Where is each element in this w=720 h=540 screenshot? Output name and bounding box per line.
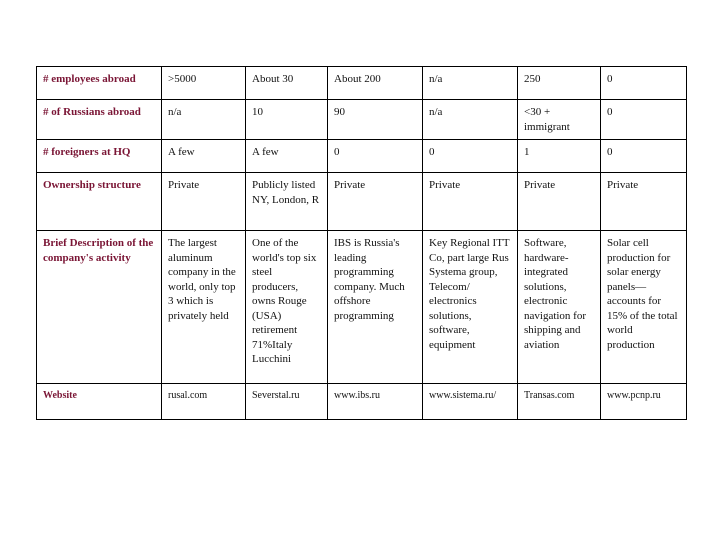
row-label: Website [37,384,162,420]
table-cell: One of the world's top six steel producers, owns Rouge (USA) retirement 71%Italy Lucchini [246,231,328,384]
company-comparison-table [36,66,687,420]
table-cell: <30 + immigrant [518,100,601,140]
table-cell: >5000 [162,67,246,100]
table-cell: 0 [601,140,687,173]
table-cell: Private [518,173,601,231]
table-cell: 90 [328,100,423,140]
table-row-ownership [37,173,687,231]
website-link[interactable]: rusal.com [162,384,246,420]
row-label: # foreigners at HQ [37,140,162,173]
row-label: # of Russians abroad [37,100,162,140]
table-cell: Software, hardware-integrated solutions, electronic navigation for shipping and aviation [518,231,601,384]
table-row-employees-abroad [37,67,687,100]
row-label: # employees abroad [37,67,162,100]
table-cell: 250 [518,67,601,100]
table-cell: 0 [601,67,687,100]
table-row-russians-abroad [37,100,687,140]
table-cell: n/a [423,67,518,100]
website-link[interactable]: Severstal.ru [246,384,328,420]
table-cell: n/a [162,100,246,140]
table-cell: 1 [518,140,601,173]
table-cell: Key Regional ITT Co, part large Rus Systema group, Telecom/ electronics solutions, software, equipment [423,231,518,384]
table-cell: 0 [328,140,423,173]
table-cell: Publicly listed NY, London, R [246,173,328,231]
row-label: Brief Description of the company's activity [37,231,162,384]
table-cell: The largest aluminum company in the world, only top 3 which is privately held [162,231,246,384]
website-link[interactable]: www.ibs.ru [328,384,423,420]
table-cell: A few [162,140,246,173]
table-cell: Private [328,173,423,231]
table-row-website [37,384,687,420]
table-row-foreigners-hq [37,140,687,173]
table-cell: 10 [246,100,328,140]
table-cell: A few [246,140,328,173]
table-cell: n/a [423,100,518,140]
table-cell: 0 [601,100,687,140]
table-cell: About 30 [246,67,328,100]
website-link[interactable]: www.sistema.ru/ [423,384,518,420]
table-cell: Solar cell production for solar energy panels—accounts for 15% of the total world production [601,231,687,384]
table-cell: Private [601,173,687,231]
website-link[interactable]: www.pcnp.ru [601,384,687,420]
table-cell: Private [162,173,246,231]
table-cell: Private [423,173,518,231]
row-label: Ownership structure [37,173,162,231]
table-cell: 0 [423,140,518,173]
table-row-description [37,231,687,384]
table-cell: IBS is Russia's leading programming company. Much offshore programming [328,231,423,384]
website-link[interactable]: Transas.com [518,384,601,420]
table-cell: About 200 [328,67,423,100]
